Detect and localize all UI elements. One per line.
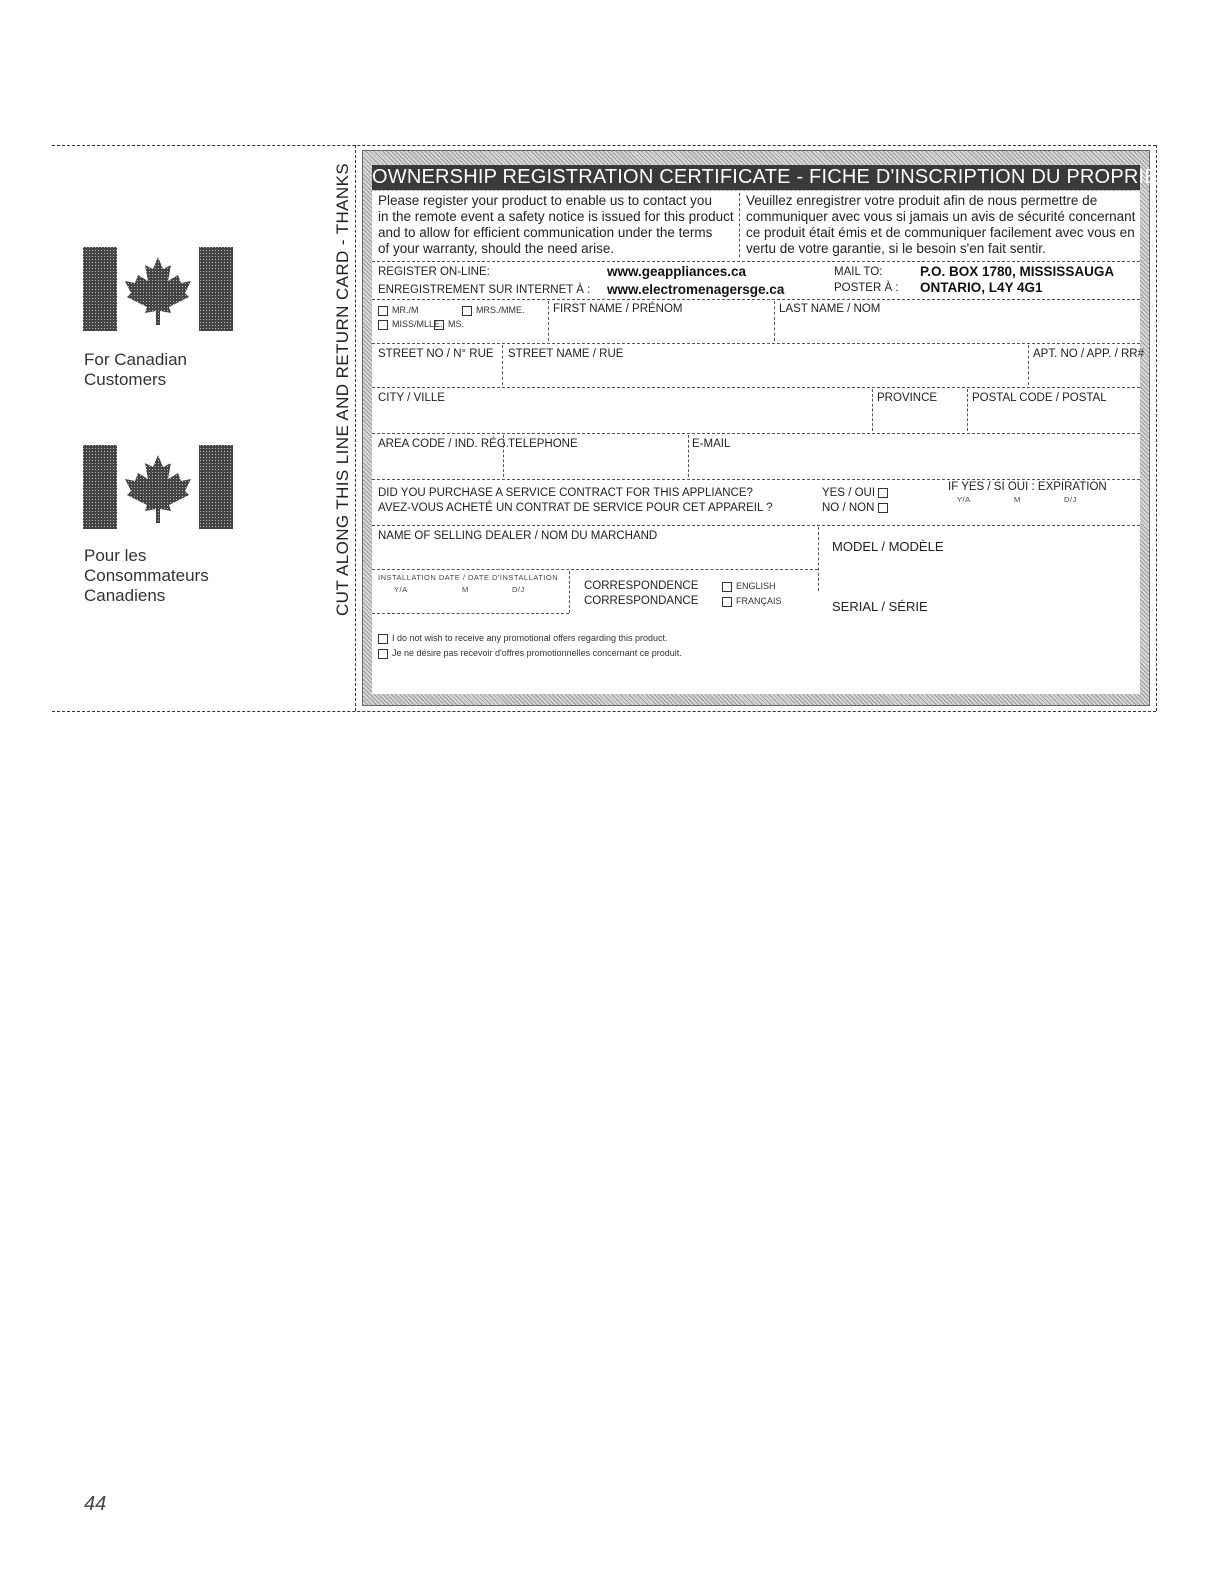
optout-french-checkbox[interactable]: Je ne désire pas recevoir d'offres promotionnelles concernant ce produit. <box>378 648 682 659</box>
serial-field[interactable]: SERIAL / SÉRIE <box>832 599 928 614</box>
installation-year-label: Y/A <box>394 585 408 594</box>
title-checkbox-mrs[interactable]: MRS./MME. <box>462 305 525 316</box>
title-checkbox-mr[interactable]: MR./M <box>378 305 419 316</box>
mailing-address-line2: ONTARIO, L4Y 4G1 <box>920 280 1043 295</box>
city-field[interactable]: CITY / VILLE <box>378 392 445 404</box>
expiration-month-label: M <box>1014 495 1021 504</box>
checkbox[interactable] <box>378 649 388 659</box>
correspondence-label-fr: CORRESPONDANCE <box>584 595 699 607</box>
canadian-customers-label: For Canadian Customers <box>84 350 188 389</box>
mailing-address-line1: P.O. BOX 1780, MISSISSAUGA <box>920 264 1115 279</box>
service-contract-no[interactable]: NO / NON <box>822 502 892 514</box>
installation-date-field[interactable]: INSTALLATION DATE / DATE D'INSTALLATION <box>378 573 559 582</box>
province-field[interactable]: PROVINCE <box>877 392 938 404</box>
title-checkbox-miss[interactable]: MISS/MLLE. <box>378 319 443 330</box>
canadian-flag-icon <box>83 445 233 529</box>
title-checkbox-ms[interactable]: MS. <box>434 319 464 330</box>
area-code-field[interactable]: AREA CODE / IND. RÉG. <box>378 438 509 450</box>
service-contract-question-en: DID YOU PURCHASE A SERVICE CONTRACT FOR THIS APPLIANCE? <box>378 487 753 499</box>
email-field[interactable]: E-MAIL <box>692 438 731 450</box>
correspondence-francais-checkbox[interactable]: FRANÇAIS <box>722 596 782 607</box>
telephone-field[interactable]: TELEPHONE <box>508 438 578 450</box>
expiration-day-label: D/J <box>1064 495 1077 504</box>
poster-label: POSTER À : <box>834 282 899 294</box>
checkbox[interactable] <box>378 634 388 644</box>
correspondence-label-en: CORRESPONDENCE <box>584 580 699 592</box>
installation-day-label: D/J <box>512 585 525 594</box>
register-online-fr-label: ENREGISTREMENT SUR INTERNET À : <box>378 284 591 296</box>
cut-line-bottom <box>52 711 1156 712</box>
card-title: OWNERSHIP REGISTRATION CERTIFICATE - FICHE D'INSCRIPTION DU PROPRIETAIRE <box>372 166 1217 188</box>
model-field[interactable]: MODEL / MODÈLE <box>832 539 944 554</box>
service-contract-question-fr: AVEZ-VOUS ACHETÉ UN CONTRAT DE SERVICE POUR CET APPAREIL ? <box>378 502 773 514</box>
street-no-field[interactable]: STREET NO / N° RUE <box>378 348 494 360</box>
register-online-url[interactable]: www.geappliances.ca <box>607 264 747 279</box>
checkbox[interactable] <box>378 320 388 330</box>
register-online-fr-url[interactable]: www.electromenagersge.ca <box>607 282 785 297</box>
postal-code-field[interactable]: POSTAL CODE / POSTAL <box>972 392 1107 404</box>
checkbox[interactable] <box>462 306 472 316</box>
expiration-field[interactable]: IF YES / SI OUI : EXPIRATION <box>948 481 1107 493</box>
checkbox[interactable] <box>722 597 732 607</box>
apt-no-field[interactable]: APT. NO / APP. / RR# <box>1033 348 1144 360</box>
registration-form <box>372 191 1144 694</box>
intro-french: Veuillez enregistrer votre produit afin de nous permettre de communiquer avec vous si jamais un avis de sécurité concernant ce produit était émis et de communiquer facilement avec vous en vertu de votre garantie, si le besoin s'en fait sentir. <box>746 193 1136 256</box>
cut-line-top <box>52 145 1156 146</box>
checkbox[interactable] <box>434 320 444 330</box>
optout-english-checkbox[interactable]: I do not wish to receive any promotional offers regarding this product. <box>378 633 667 644</box>
selling-dealer-field[interactable]: NAME OF SELLING DEALER / NOM DU MARCHAND <box>378 530 658 542</box>
registration-card <box>362 150 1217 706</box>
last-name-field[interactable]: LAST NAME / NOM <box>779 303 881 315</box>
cut-instruction: CUT ALONG THIS LINE AND RETURN CARD - THANKS <box>333 162 352 616</box>
street-name-field[interactable]: STREET NAME / RUE <box>508 348 624 360</box>
installation-month-label: M <box>462 585 469 594</box>
correspondence-english-checkbox[interactable]: ENGLISH <box>722 581 776 592</box>
register-online-label: REGISTER ON-LINE: <box>378 266 490 278</box>
page-number: 44 <box>84 1493 107 1515</box>
canadian-flag-icon <box>83 247 233 331</box>
checkbox[interactable] <box>378 306 388 316</box>
cut-line-right <box>1156 145 1157 711</box>
checkbox[interactable] <box>878 503 888 513</box>
first-name-field[interactable]: FIRST NAME / PRÉNOM <box>553 303 683 315</box>
checkbox[interactable] <box>878 488 888 498</box>
service-contract-yes[interactable]: YES / OUI <box>822 487 892 499</box>
intro-english: Please register your product to enable us to contact you in the remote event a safety notice is issued for this product and to allow for efficient communication under the terms of your warranty, should the need arise. <box>378 193 734 256</box>
expiration-year-label: Y/A <box>957 495 971 504</box>
cut-line-fold <box>355 145 356 711</box>
mail-to-label: MAIL TO: <box>834 266 883 278</box>
checkbox[interactable] <box>722 582 732 592</box>
divider <box>739 193 740 257</box>
consommateurs-canadiens-label: Pour les Consommateurs Canadiens <box>84 546 209 605</box>
